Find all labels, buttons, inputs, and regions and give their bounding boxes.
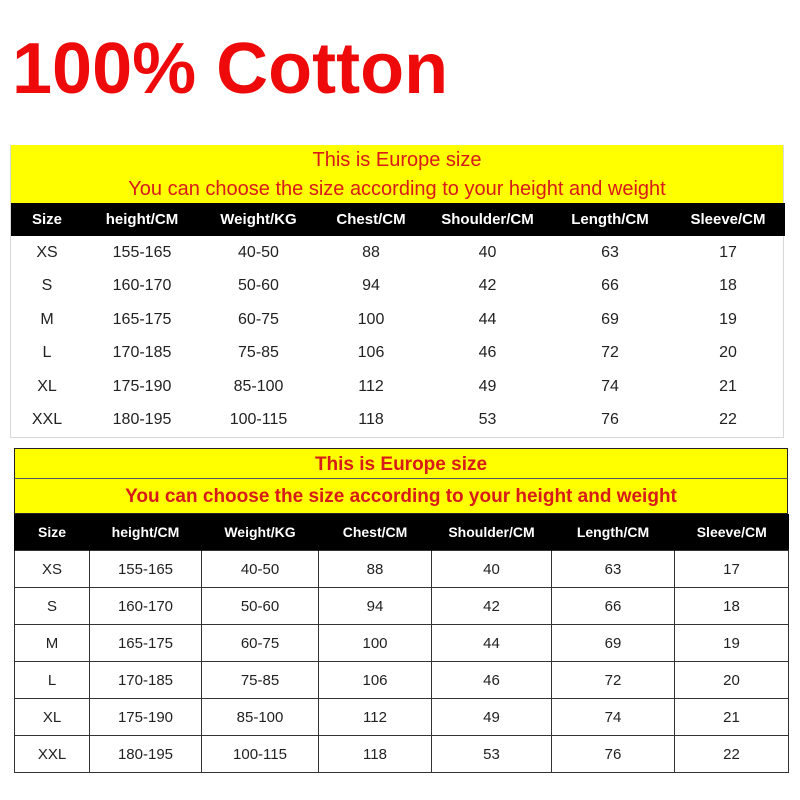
table-cell: 50-60 [238, 277, 279, 295]
table-row [11, 404, 785, 438]
table-cell: 160-170 [112, 277, 172, 295]
table-cell: L [15, 662, 90, 699]
size-chart-2 [14, 448, 788, 772]
table-cell: 63 [601, 243, 619, 261]
table-cell: 19 [675, 625, 789, 662]
table-cell: S [41, 277, 53, 295]
size-chart-1-banner [11, 145, 783, 203]
size-chart-2-banner-line-2: You can choose the size according to your height and weight [14, 479, 788, 514]
column-header-weight-kg: Weight/KG [201, 203, 316, 236]
table-row [11, 337, 785, 371]
table-cell: M [15, 625, 90, 662]
column-header-size: Size [15, 514, 90, 551]
table-cell: 22 [719, 411, 737, 429]
table-cell: 165-175 [112, 310, 172, 328]
table-cell: 76 [552, 736, 675, 773]
table-cell: 155-165 [112, 243, 172, 261]
table-cell: 20 [675, 662, 789, 699]
column-header-length-cm: Length/CM [549, 203, 671, 236]
table-cell: 100-115 [202, 736, 319, 773]
table-cell: 100-115 [229, 411, 288, 429]
table-cell: S [15, 588, 90, 625]
table-cell: 75-85 [202, 662, 319, 699]
table-cell: 40 [478, 243, 497, 261]
table-cell: XL [15, 699, 90, 736]
table-cell: 17 [675, 551, 789, 588]
column-header-chest-cm: Chest/CM [316, 203, 426, 236]
column-header-height-cm: height/CM [90, 514, 202, 551]
table-cell: 40 [432, 551, 552, 588]
table-cell: 53 [432, 736, 552, 773]
table-cell: XS [36, 243, 58, 261]
table-cell: 49 [432, 699, 552, 736]
table-cell: 74 [552, 699, 675, 736]
table-cell: 46 [432, 662, 552, 699]
table-cell: 17 [719, 243, 737, 261]
size-table-1 [11, 203, 785, 437]
table-cell: 160-170 [90, 588, 202, 625]
table-cell: 44 [478, 310, 497, 328]
table-cell: 88 [319, 551, 432, 588]
table-cell: 94 [362, 277, 380, 295]
table-cell: 118 [358, 411, 384, 429]
table-cell: 72 [601, 344, 619, 362]
column-header-height-cm: height/CM [83, 203, 201, 236]
table-row [11, 236, 785, 270]
column-header-length-cm: Length/CM [552, 514, 675, 551]
column-header-shoulder-cm: Shoulder/CM [432, 514, 552, 551]
table-cell: 18 [675, 588, 789, 625]
table-cell: 165-175 [90, 625, 202, 662]
table-cell: 60-75 [202, 625, 319, 662]
table-cell: 69 [601, 310, 619, 328]
table-cell: 85-100 [202, 699, 319, 736]
table-cell: 66 [601, 277, 619, 295]
table-row [15, 736, 789, 773]
table-cell: 72 [552, 662, 675, 699]
table-row [15, 699, 789, 736]
table-cell: 50-60 [202, 588, 319, 625]
size-table-2 [14, 514, 789, 773]
table-cell: 180-195 [112, 411, 172, 429]
table-cell: 40-50 [202, 551, 319, 588]
table-cell: XXL [15, 736, 90, 773]
table-row [15, 551, 789, 588]
table-cell: XXL [31, 411, 63, 429]
table-cell: 46 [478, 344, 497, 362]
table-row [11, 370, 785, 404]
column-header-shoulder-cm: Shoulder/CM [426, 203, 549, 236]
banner-line-1: This is Europe size [312, 149, 482, 171]
table-cell: 18 [719, 277, 737, 295]
table-cell: 175-190 [90, 699, 202, 736]
table-header-row [11, 203, 785, 236]
column-header-weight-kg: Weight/KG [202, 514, 319, 551]
table-cell: 60-75 [238, 310, 279, 328]
column-header-size: Size [11, 203, 83, 236]
table-row [15, 625, 789, 662]
table-cell: 94 [319, 588, 432, 625]
table-cell: M [40, 310, 54, 328]
table-cell: 170-185 [90, 662, 202, 699]
table-cell: 22 [675, 736, 789, 773]
table-cell: 40-50 [238, 243, 279, 261]
table-cell: 63 [552, 551, 675, 588]
table-cell: 100 [319, 625, 432, 662]
table-row [11, 270, 785, 304]
table-cell: 112 [319, 699, 432, 736]
column-header-chest-cm: Chest/CM [319, 514, 432, 551]
column-header-sleeve-cm: Sleeve/CM [675, 514, 789, 551]
table-cell: 42 [432, 588, 552, 625]
table-row [11, 303, 785, 337]
table-cell: L [42, 344, 52, 362]
table-cell: 85-100 [233, 377, 284, 395]
table-cell: 112 [358, 377, 384, 395]
table-cell: 21 [675, 699, 789, 736]
table-cell: XS [15, 551, 90, 588]
table-cell: 75-85 [238, 344, 279, 362]
table-cell: 49 [478, 377, 497, 395]
table-cell: 53 [478, 411, 497, 429]
column-header-sleeve-cm: Sleeve/CM [671, 203, 785, 236]
table-cell: 66 [552, 588, 675, 625]
table-cell: 20 [719, 344, 737, 362]
page-title: 100% Cotton [12, 29, 449, 109]
table-cell: XL [37, 377, 57, 395]
size-chart-1 [10, 145, 784, 438]
table-cell: 69 [552, 625, 675, 662]
table-cell: 106 [319, 662, 432, 699]
table-cell: 155-165 [90, 551, 202, 588]
table-cell: 76 [601, 411, 619, 429]
table-row [15, 662, 789, 699]
size-chart-2-banner-line-1: This is Europe size [14, 448, 788, 479]
table-cell: 42 [478, 277, 497, 295]
table-cell: 19 [719, 310, 737, 328]
table-cell: 106 [357, 344, 385, 362]
table-cell: 180-195 [90, 736, 202, 773]
table-row [15, 588, 789, 625]
table-cell: 100 [357, 310, 385, 328]
table-cell: 175-190 [112, 377, 172, 395]
table-cell: 21 [719, 377, 737, 395]
banner-line-2: You can choose the size according to your height and weight [128, 178, 666, 200]
table-cell: 74 [601, 377, 619, 395]
table-header-row [15, 514, 789, 551]
table-cell: 44 [432, 625, 552, 662]
table-cell: 118 [319, 736, 432, 773]
table-cell: 88 [362, 243, 380, 261]
table-cell: 170-185 [112, 344, 172, 362]
